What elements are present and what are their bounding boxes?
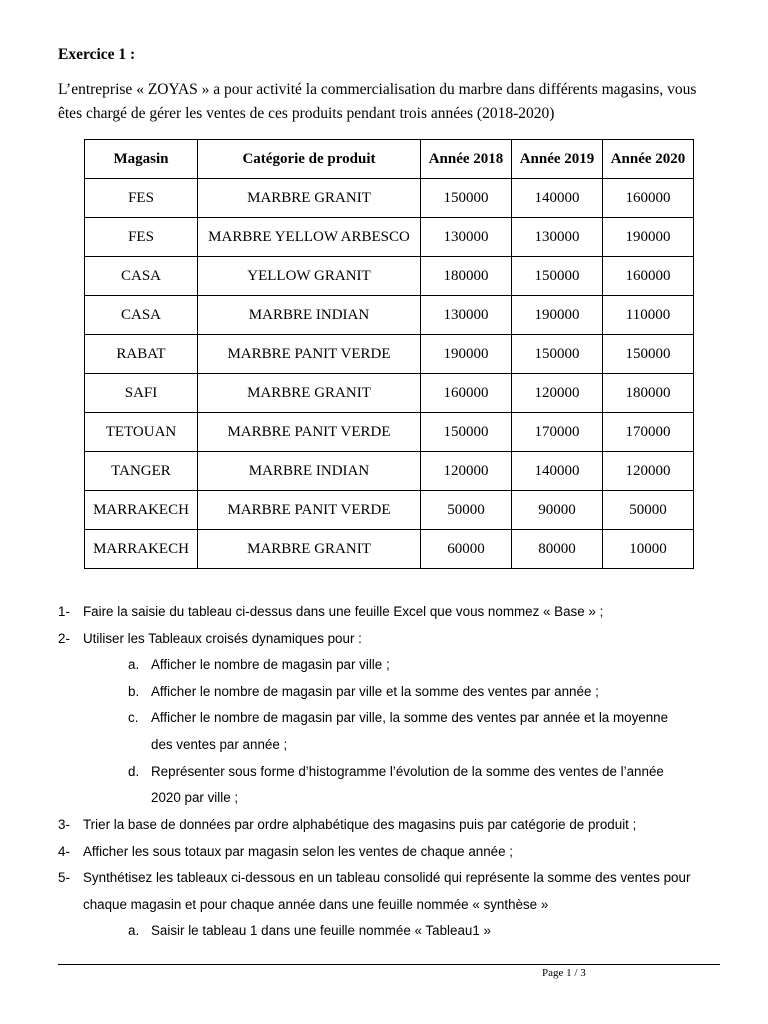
cell-magasin: FES bbox=[85, 218, 198, 257]
cell-magasin: TANGER bbox=[85, 452, 198, 491]
intro-line: L’entreprise « ZOYAS » a pour activité la commercialisation du marbre dans différents magasins, vous bbox=[58, 81, 697, 98]
cell-2019: 150000 bbox=[512, 257, 603, 296]
cell-categorie: YELLOW GRANIT bbox=[198, 257, 421, 296]
cell-2020: 120000 bbox=[603, 452, 694, 491]
cell-2020: 170000 bbox=[603, 413, 694, 452]
cell-2018: 50000 bbox=[421, 491, 512, 530]
exercise-title: Exercice 1 : bbox=[58, 46, 136, 63]
exercise-intro bbox=[58, 78, 718, 126]
page-number: Page 1 / 3 bbox=[542, 967, 586, 979]
sales-table bbox=[84, 139, 694, 569]
cell-categorie: MARBRE PANIT VERDE bbox=[198, 413, 421, 452]
table-row bbox=[85, 413, 694, 452]
cell-magasin: CASA bbox=[85, 257, 198, 296]
cell-2020: 190000 bbox=[603, 218, 694, 257]
subtask-text: 2020 par ville ; bbox=[151, 790, 239, 805]
cell-2018: 180000 bbox=[421, 257, 512, 296]
cell-2018: 150000 bbox=[421, 179, 512, 218]
cell-categorie: MARBRE INDIAN bbox=[198, 452, 421, 491]
intro-line: êtes chargé de gérer les ventes de ces produits pendant trois années (2018-2020) bbox=[58, 105, 555, 122]
table-row bbox=[85, 491, 694, 530]
cell-magasin: TETOUAN bbox=[85, 413, 198, 452]
cell-2019: 150000 bbox=[512, 335, 603, 374]
cell-categorie: MARBRE YELLOW ARBESCO bbox=[198, 218, 421, 257]
cell-categorie: MARBRE PANIT VERDE bbox=[198, 491, 421, 530]
cell-magasin: FES bbox=[85, 179, 198, 218]
task-number: 5- bbox=[58, 870, 70, 885]
subtask-letter: a. bbox=[128, 657, 140, 672]
cell-2019: 190000 bbox=[512, 296, 603, 335]
cell-magasin: RABAT bbox=[85, 335, 198, 374]
cell-magasin: SAFI bbox=[85, 374, 198, 413]
subtask-letter: a. bbox=[128, 923, 140, 938]
subtask-text: Saisir le tableau 1 dans une feuille nommée « Tableau1 » bbox=[151, 923, 491, 938]
cell-magasin: MARRAKECH bbox=[85, 530, 198, 569]
cell-2020: 180000 bbox=[603, 374, 694, 413]
header-annee-2019: Année 2019 bbox=[512, 140, 603, 179]
table-row bbox=[85, 452, 694, 491]
task-number: 4- bbox=[58, 844, 70, 859]
table-row bbox=[85, 374, 694, 413]
subtask-text: Afficher le nombre de magasin par ville et la somme des ventes par année ; bbox=[151, 684, 599, 699]
cell-2019: 80000 bbox=[512, 530, 603, 569]
cell-2019: 130000 bbox=[512, 218, 603, 257]
header-annee-2018: Année 2018 bbox=[421, 140, 512, 179]
cell-2019: 140000 bbox=[512, 179, 603, 218]
task-text: Synthétisez les tableaux ci-dessous en un tableau consolidé qui représente la somme des ventes pour bbox=[83, 870, 691, 885]
cell-2018: 160000 bbox=[421, 374, 512, 413]
cell-categorie: MARBRE INDIAN bbox=[198, 296, 421, 335]
task-text: Trier la base de données par ordre alphabétique des magasins puis par catégorie de produit ; bbox=[83, 817, 637, 832]
subtask-text: Afficher le nombre de magasin par ville, la somme des ventes par année et la moyenne bbox=[151, 710, 669, 725]
cell-2019: 170000 bbox=[512, 413, 603, 452]
subtask-letter: b. bbox=[128, 684, 140, 699]
footer-divider bbox=[58, 964, 720, 965]
task-number: 2- bbox=[58, 631, 70, 646]
cell-categorie: MARBRE GRANIT bbox=[198, 374, 421, 413]
cell-2020: 10000 bbox=[603, 530, 694, 569]
subtask-letter: d. bbox=[128, 764, 140, 779]
cell-2020: 150000 bbox=[603, 335, 694, 374]
table-header-row bbox=[85, 140, 694, 179]
subtask-text: Représenter sous forme d’histogramme l’évolution de la somme des ventes de l’année bbox=[151, 764, 664, 779]
cell-2020: 50000 bbox=[603, 491, 694, 530]
cell-2018: 60000 bbox=[421, 530, 512, 569]
table-row bbox=[85, 530, 694, 569]
task-number: 3- bbox=[58, 817, 70, 832]
header-categorie: Catégorie de produit bbox=[198, 140, 421, 179]
task-text: chaque magasin et pour chaque année dans une feuille nommée « synthèse » bbox=[83, 897, 549, 912]
cell-2018: 130000 bbox=[421, 218, 512, 257]
header-annee-2020: Année 2020 bbox=[603, 140, 694, 179]
task-text: Utiliser les Tableaux croisés dynamiques pour : bbox=[83, 631, 362, 646]
subtask-letter: c. bbox=[128, 710, 139, 725]
cell-2018: 150000 bbox=[421, 413, 512, 452]
cell-2018: 130000 bbox=[421, 296, 512, 335]
cell-2018: 190000 bbox=[421, 335, 512, 374]
cell-magasin: CASA bbox=[85, 296, 198, 335]
cell-categorie: MARBRE GRANIT bbox=[198, 179, 421, 218]
cell-2020: 160000 bbox=[603, 179, 694, 218]
cell-2020: 160000 bbox=[603, 257, 694, 296]
cell-categorie: MARBRE PANIT VERDE bbox=[198, 335, 421, 374]
table-row bbox=[85, 335, 694, 374]
cell-2019: 140000 bbox=[512, 452, 603, 491]
table-row bbox=[85, 179, 694, 218]
header-magasin: Magasin bbox=[85, 140, 198, 179]
table-row bbox=[85, 218, 694, 257]
cell-2020: 110000 bbox=[603, 296, 694, 335]
task-text: Afficher les sous totaux par magasin selon les ventes de chaque année ; bbox=[83, 844, 514, 859]
cell-2018: 120000 bbox=[421, 452, 512, 491]
subtask-text: Afficher le nombre de magasin par ville ; bbox=[151, 657, 390, 672]
cell-categorie: MARBRE GRANIT bbox=[198, 530, 421, 569]
task-text: Faire la saisie du tableau ci-dessus dans une feuille Excel que vous nommez « Base » ; bbox=[83, 604, 604, 619]
cell-2019: 90000 bbox=[512, 491, 603, 530]
task-number: 1- bbox=[58, 604, 70, 619]
table-row bbox=[85, 296, 694, 335]
cell-magasin: MARRAKECH bbox=[85, 491, 198, 530]
table-row bbox=[85, 257, 694, 296]
subtask-text: des ventes par année ; bbox=[151, 737, 288, 752]
cell-2019: 120000 bbox=[512, 374, 603, 413]
